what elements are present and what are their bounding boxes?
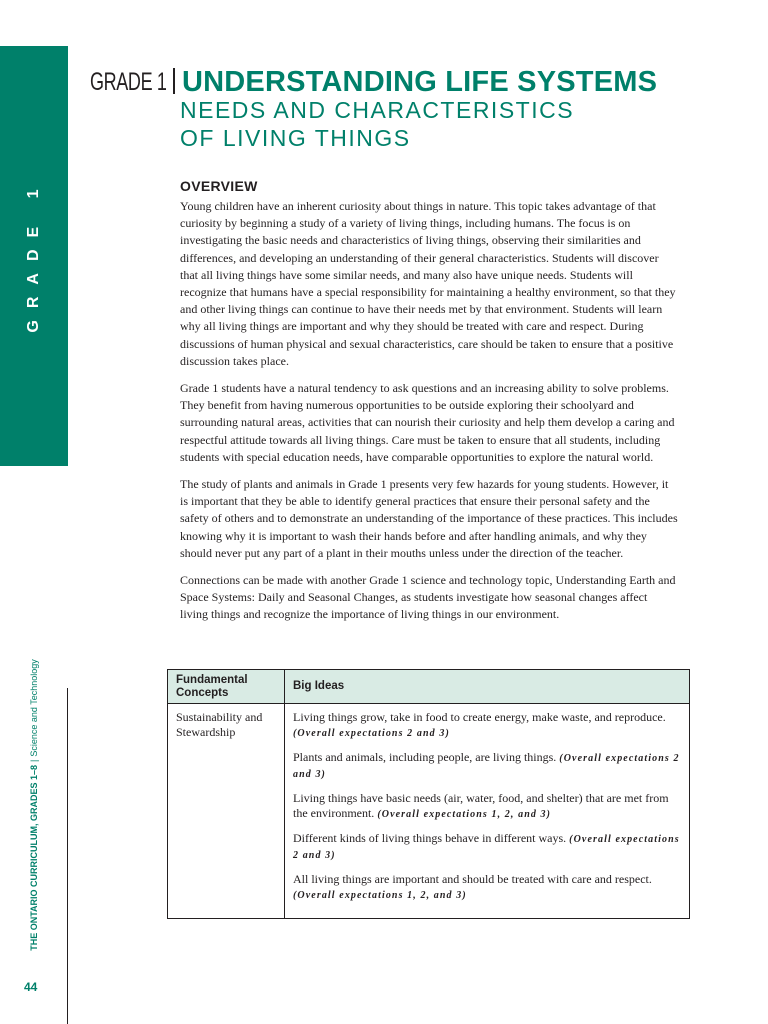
page-subtitle: [180, 96, 600, 152]
big-idea-item: [293, 872, 683, 903]
expectations-reference: (Overall expectations 1, 2, and 3): [293, 890, 467, 901]
big-idea-text: Living things grow, take in food to create energy, make waste, and reproduce.: [293, 710, 666, 724]
page-number: 44: [24, 980, 38, 994]
big-ideas-header: Big Ideas: [285, 670, 690, 704]
overview-section: [180, 178, 678, 634]
overview-paragraph: Connections can be made with another Grade 1 science and technology topic, Understanding Earth and Space Systems: Daily and Seasonal Changes, as students investigate how seasonal changes affect living things and recognize the importance of living things in our environment.: [180, 573, 676, 622]
expectations-reference: (Overall expectations 2 and 3): [293, 834, 680, 861]
big-idea-item: [293, 831, 683, 863]
running-footer-title: THE ONTARIO CURRICULUM, GRADES 1–8: [29, 764, 39, 951]
overview-paragraph: Grade 1 students have a natural tendency to ask questions and an increasing ability to solve problems. They benefit from having numerous opportunities to be outside exploring their schoolyard and surrounding natural areas, activities that can nourish their curiosity and help them develop a caring and respectful attitude towards all living things. Care must be taken to ensure that all students, including students with special education needs, have comparable opportunities to explore the natural world.: [180, 381, 675, 464]
big-idea-item: [293, 791, 683, 822]
page-title: UNDERSTANDING LIFE SYSTEMS: [182, 66, 658, 98]
running-footer-separator: |: [29, 759, 39, 762]
overview-heading: OVERVIEW: [180, 178, 258, 194]
big-idea-text: All living things are important and should be treated with care and respect.: [293, 872, 652, 886]
side-tab-label: GRADE 1: [25, 177, 42, 333]
table-row: [168, 704, 690, 919]
overview-paragraph: The study of plants and animals in Grade 1 presents very few hazards for young students. However, it is important that they be able to identify general practices that ensure their personal safety and the safety of others and to demonstrate an understanding of the importance of these practices. This includes knowing why it is important to wash their hands before and after handling animals, and why they should never put any part of a plant in their mouths unless under the direction of the teacher.: [180, 477, 678, 560]
header-divider: [173, 68, 175, 94]
big-idea-text: Living things have basic needs (air, water, food, and shelter) that are met from the environment.: [293, 791, 669, 820]
grade-label: GRADE 1: [90, 68, 167, 96]
big-idea-text: Plants and animals, including people, are living things.: [293, 750, 557, 764]
side-rule: [67, 688, 68, 1024]
table-header-row: [168, 670, 690, 704]
running-footer-subject: Science and Technology: [29, 659, 39, 757]
overview-paragraph: Young children have an inherent curiosity about things in nature. This topic takes advantage of that curiosity by beginning a study of a variety of living things, including humans. The focus is on investigating the basic needs and characteristics of living things, observing their similarities and differences, and developing an understanding of their general characteristics. Students will discover that all living things have some similar needs, and many also have unique needs. Students will recognize that humans have a special responsibility for maintaining a healthy environment, so that they and other living things can continue to have their needs met by that environment. Students will learn why all living things are important and why they should be treated with care and respect. During discussions of human physical and sexual characteristics, care should be taken to ensure that a positive discussion takes place.: [180, 199, 676, 368]
expectations-reference: (Overall expectations 2 and 3): [293, 728, 450, 739]
big-ideas-cell: [285, 704, 690, 919]
subtitle-line-1: NEEDS AND CHARACTERISTICS: [180, 97, 575, 123]
running-footer: [29, 659, 39, 951]
expectations-reference: (Overall expectations 2 and 3): [293, 753, 680, 780]
expectations-reference: (Overall expectations 1, 2, and 3): [377, 809, 552, 820]
concept-cell: Sustainability and Stewardship: [168, 704, 285, 919]
subtitle-line-2: OF LIVING THINGS: [180, 125, 411, 151]
big-idea-item: [293, 750, 683, 782]
fundamental-concepts-header: Fundamental Concepts: [168, 670, 285, 704]
big-idea-text: Different kinds of living things behave in different ways.: [293, 831, 567, 845]
big-idea-item: [293, 710, 683, 741]
concepts-table: [167, 669, 690, 919]
